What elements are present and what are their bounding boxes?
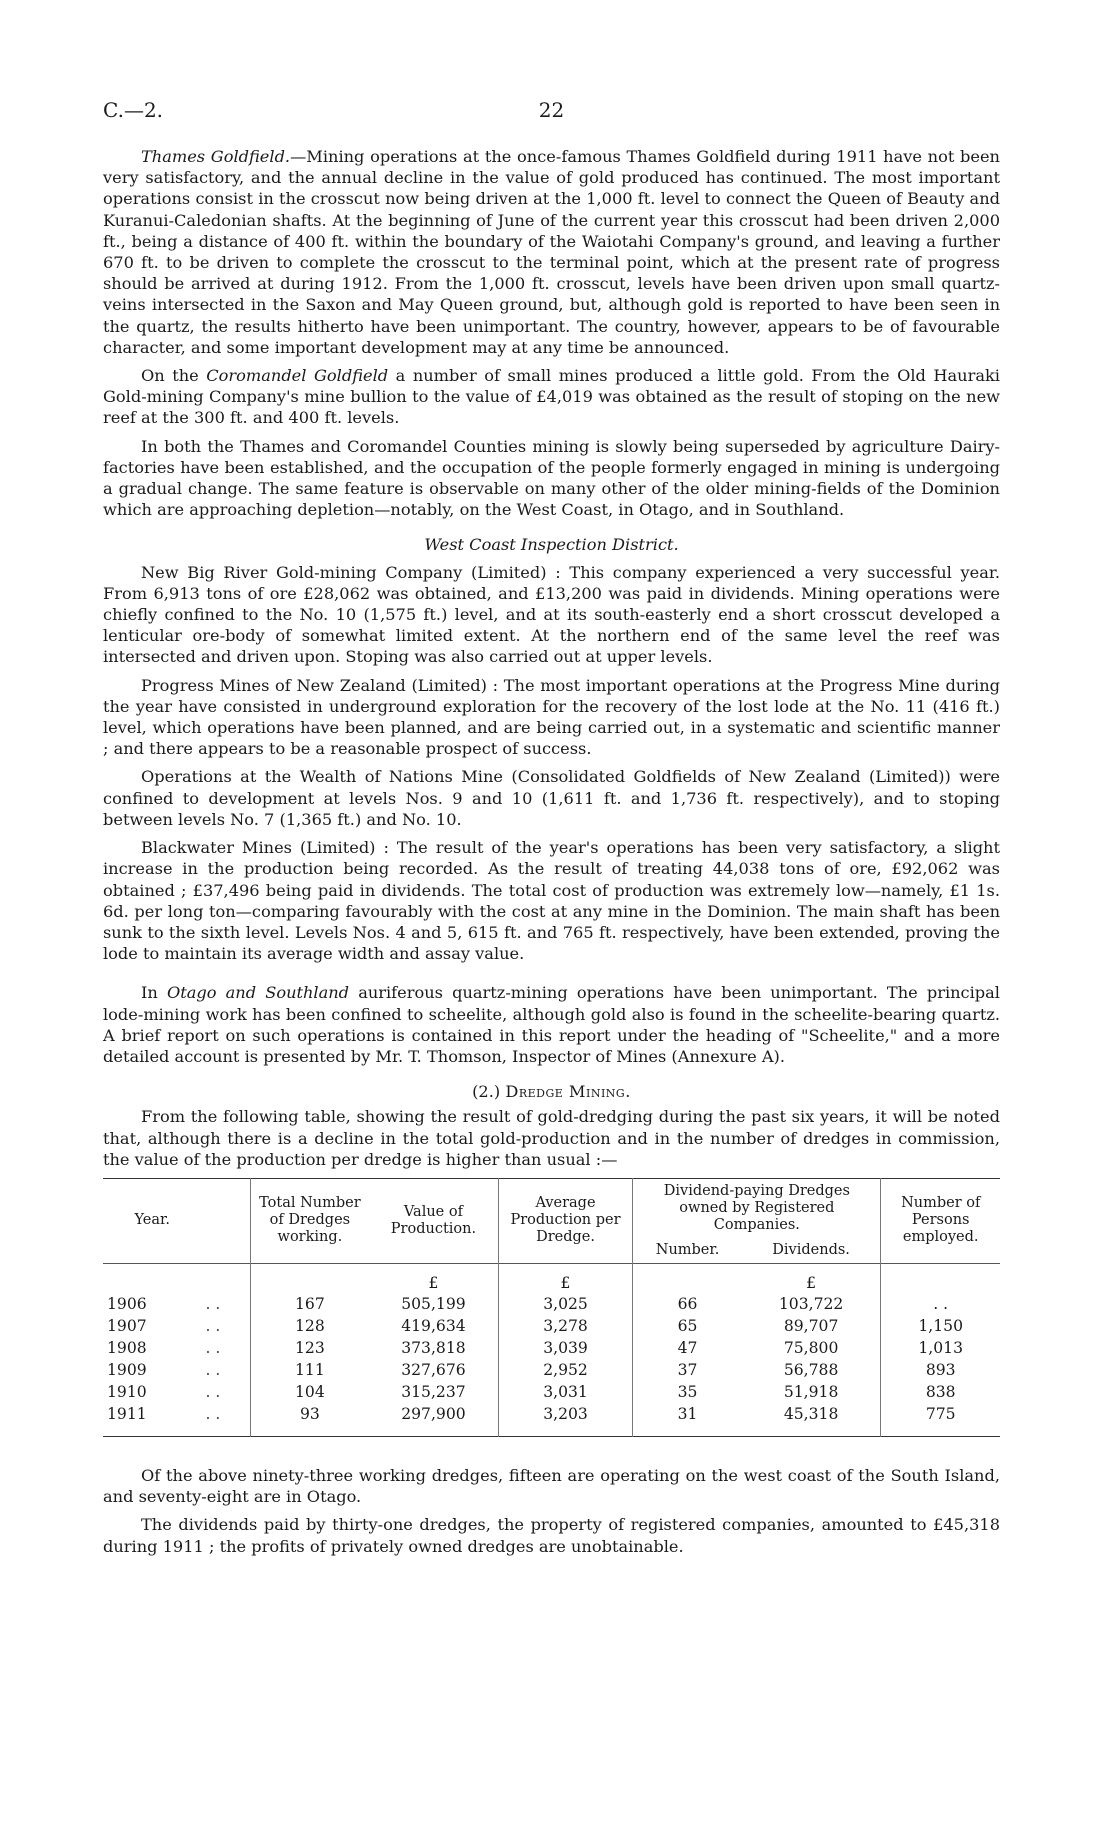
west-coast-paragraph-2: Progress Mines of New Zealand (Limited) : The most important operations at the Progress Mine during the year have consisted in underground exploration for the recovery of the lost lode at the No. 11 (416 ft.) level, which operations have been planned, and are being carried out, in a systematic and scientific manner ; and there appears to be a reasonable prospect of success. [103, 675, 1000, 759]
cell-number: 31 [633, 1404, 742, 1437]
cell-year: 1908 [107, 1339, 147, 1358]
west-coast-heading: West Coast Inspection District. [424, 535, 679, 555]
cell-persons: 838 [881, 1382, 1000, 1404]
coromandel-pre: On the [141, 366, 207, 386]
cell-dividends: 51,918 [783, 1383, 839, 1402]
cell-value: 419,634 [401, 1317, 466, 1336]
page-number: 22 [538, 98, 565, 122]
thames-title: Thames Goldfield. [141, 147, 291, 166]
cell-total: 167 [250, 1294, 369, 1316]
thames-text: —Mining operations at the once-famous Thames Goldfield during 1911 have not been very satisfactory, and the annual decline in the value of gold produced has continued. The most important operations consist in the crosscut now being driven at the 1,000 ft. level to connect the Queen of Beauty and Kuranui-Caledonian shafts. At the beginning of June of the current year this crosscut had been driven 2,000 ft., being a distance of 400 ft. within the boundary of the Waiotahi Company's ground, and leaving a further 670 ft. to be driven to complete the crosscut to the terminal point, which at the present rate of progress should be arrived at during 1912. From the 1,000 ft. crosscut, levels have been driven upon small quartz-veins intersected in the Saxon and May Queen ground, but, although gold is reported to have been seen in the quartz, the results hitherto have been unimportant. The country, however, appears to be of favourable character, and some important development may at any time be announced. [103, 147, 1000, 357]
cell-year: 1906 [107, 1295, 147, 1314]
table-row [103, 1338, 1000, 1360]
coromandel-paragraph [103, 365, 1000, 429]
cell-average: 3,203 [498, 1404, 633, 1437]
unit-value: £ [428, 1273, 439, 1292]
west-coast-paragraph-1: New Big River Gold-mining Company (Limited) : This company experienced a very successful year. From 6,913 tons of ore £28,062 was obtained, and £13,200 was paid in dividends. Mining operations were chiefly confined to the No. 10 (1,575 ft.) level, and at its south-easterly end a short crosscut developed a lenticular ore-body of somewhat limited extent. At the northern end of the same level the reef was intersected and driven upon. Stoping was also carried out at upper levels. [103, 562, 1000, 667]
cell-persons: 1,150 [881, 1316, 1000, 1338]
dredge-table [103, 1178, 1000, 1441]
cell-average: 3,031 [498, 1382, 633, 1404]
cell-dividends: 56,788 [783, 1361, 839, 1380]
otago-title: Otago and Southland [166, 983, 350, 1003]
cell-leader: . . [205, 1339, 221, 1358]
header-dividend-group: Dividend-paying Dredges owned by Registered Companies. [633, 1178, 881, 1238]
dredge-heading [103, 1081, 1000, 1102]
table-row [103, 1294, 1000, 1316]
header-persons: Number of Persons employed. [881, 1178, 1000, 1263]
cell-number: 66 [633, 1294, 742, 1316]
cell-total: 123 [250, 1338, 369, 1360]
west-coast-paragraph-3: Operations at the Wealth of Nations Mine (Consolidated Goldfields of New Zealand (Limited)) were confined to development at levels Nos. 9 and 10 (1,611 ft. and 1,736 ft. respectively), and to stoping between levels No. 7 (1,365 ft.) and No. 10. [103, 767, 1000, 829]
cell-value: 315,237 [401, 1383, 466, 1402]
closing-paragraph-1: Of the above ninety-three working dredges, fifteen are operating on the west coast of the South Island, and seventy-eight are in Otago. [103, 1465, 1000, 1507]
otago-paragraph [103, 982, 1000, 1067]
unit-average: £ [498, 1263, 633, 1294]
cell-dividends: 89,707 [783, 1317, 839, 1336]
cell-leader: . . [205, 1383, 221, 1402]
cell-dividends: 75,800 [783, 1339, 839, 1358]
cell-value: 373,818 [401, 1339, 466, 1358]
thames-paragraph [103, 146, 1000, 358]
cell-year: 1907 [107, 1317, 147, 1336]
table-row [103, 1382, 1000, 1404]
cell-average: 3,278 [498, 1316, 633, 1338]
cell-persons: 1,013 [881, 1338, 1000, 1360]
cell-year: 1909 [107, 1361, 147, 1380]
otago-text: auriferous quartz-mining operations have been unimportant. The principal lode-mining work has been confined to scheelite, although gold also is found in the scheelite-bearing quartz. A brief report on such operations is contained in this report under the heading of "Scheelite," and a more detailed account is presented by Mr. T. Thomson, Inspector of Mines (Annexure A). [103, 983, 1000, 1066]
report-code: C.—2. [103, 98, 164, 122]
cell-year: 1910 [107, 1383, 147, 1402]
cell-leader: . . [205, 1361, 221, 1380]
cell-average: 3,025 [498, 1294, 633, 1316]
cell-dividends: 45,318 [783, 1405, 839, 1424]
cell-persons: 893 [881, 1360, 1000, 1382]
cell-average: 3,039 [498, 1338, 633, 1360]
units-row [103, 1263, 1000, 1294]
cell-total: 104 [250, 1382, 369, 1404]
cell-number: 37 [633, 1360, 742, 1382]
table-bottom-rule [103, 1436, 1000, 1441]
cell-persons: 775 [881, 1404, 1000, 1437]
header-average: Average Production per Dredge. [498, 1178, 633, 1263]
counties-paragraph: In both the Thames and Coromandel Counties mining is slowly being superseded by agriculture Dairy-factories have been established, and the occupation of the people formerly engaged in mining is undergoing a gradual change. The same feature is observable on many other of the older mining-fields of the Dominion which are approaching depletion—notably, on the West Coast, in Otago, and in Southland. [103, 436, 1000, 520]
page-content [103, 146, 1000, 1564]
cell-persons: . . [881, 1294, 1000, 1316]
cell-average: 2,952 [498, 1360, 633, 1382]
cell-year: 1911 [107, 1405, 147, 1424]
header-total: Total Number of Dredges working. [250, 1178, 369, 1263]
table-row [103, 1360, 1000, 1382]
table-row [103, 1404, 1000, 1437]
header-value: Value of Production. [390, 1203, 477, 1237]
table-row [103, 1316, 1000, 1338]
cell-value: 505,199 [401, 1295, 466, 1314]
cell-total: 111 [250, 1360, 369, 1382]
closing-paragraph-2: The dividends paid by thirty-one dredges, the property of registered companies, amounted to £45,318 during 1911 ; the profits of privately owned dredges are unobtainable. [103, 1515, 1000, 1556]
cell-total: 128 [250, 1316, 369, 1338]
cell-dividends: 103,722 [778, 1295, 844, 1314]
page-header [103, 98, 1000, 128]
dredge-heading-text: Dredge Mining. [505, 1082, 631, 1102]
cell-number: 65 [633, 1316, 742, 1338]
cell-leader: . . [205, 1405, 221, 1424]
header-dividends: Dividends. [772, 1241, 850, 1258]
west-coast-paragraph-4: Blackwater Mines (Limited) : The result of the year's operations has been very satisfactory, a slight increase in the production being recorded. As the result of treating 44,038 tons of ore, £92,062 was obtained ; £37,496 being paid in dividends. The total cost of production was extremely low—namely, £1 1s. 6d. per long ton—comparing favourably with the cost at any mine in the Dominion. The main shaft has been sunk to the sixth level. Levels Nos. 4 and 5, 615 ft. and 765 ft. respectively, have been extended, proving the lode to maintain its average width and assay value. [103, 838, 1000, 964]
coromandel-text: a number of small mines produced a little gold. From the Old Hauraki Gold-mining Company's mine bullion to the value of £4,019 was obtained as the result of stoping on the new reef at the 300 ft. and 400 ft. levels. [103, 366, 1000, 428]
otago-pre: In [141, 983, 167, 1003]
dredge-heading-number: (2.) [472, 1082, 506, 1102]
cell-number: 47 [633, 1338, 742, 1360]
cell-value: 327,676 [401, 1361, 466, 1380]
cell-total: 93 [250, 1404, 369, 1437]
dredge-intro-paragraph: From the following table, showing the result of gold-dredging during the past six years, it will be noted that, although there is a decline in the total gold-production and in the number of dredges in commission, the value of the production per dredge is higher than usual :— [103, 1107, 1000, 1169]
header-number: Number. [633, 1238, 742, 1264]
cell-leader: . . [205, 1295, 221, 1314]
cell-value: 297,900 [401, 1405, 466, 1424]
unit-dividends: £ [806, 1273, 817, 1292]
cell-leader: . . [205, 1317, 221, 1336]
coromandel-title: Coromandel Goldfield [206, 366, 389, 386]
header-year: Year. [134, 1212, 170, 1229]
cell-number: 35 [633, 1382, 742, 1404]
